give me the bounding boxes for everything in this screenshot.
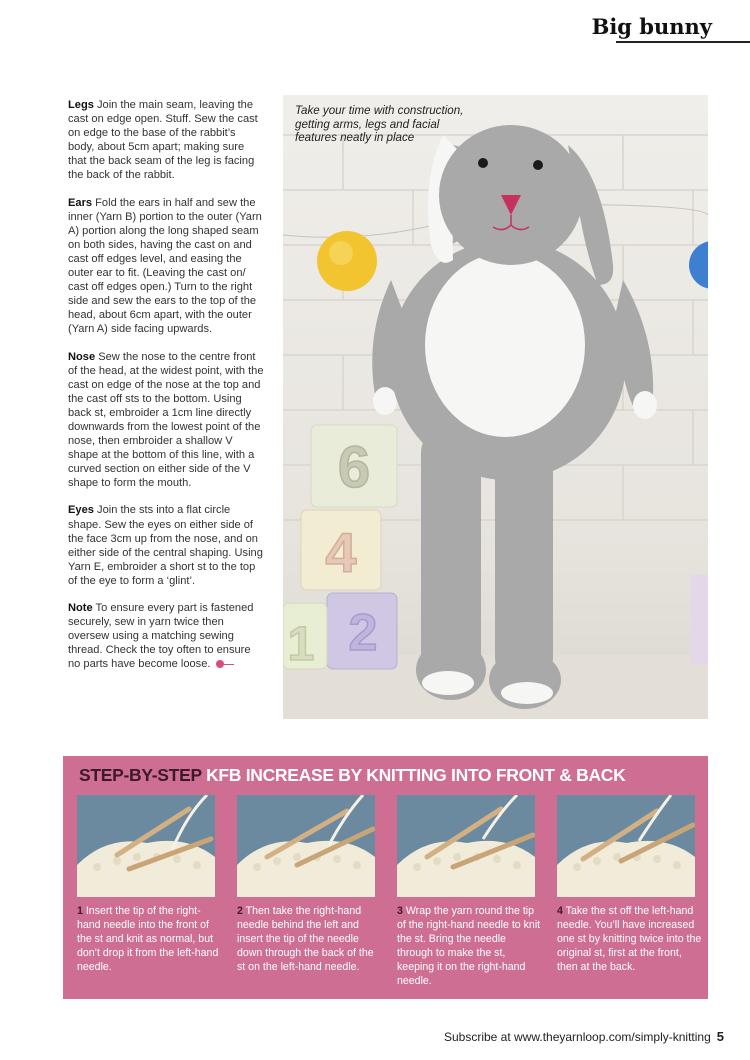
block-number: 2 <box>348 604 378 662</box>
step-by-step-box <box>63 756 708 999</box>
instruction-legs <box>68 98 264 183</box>
step-description: Insert the tip of the right-hand needle into the front of the st and knit as normal, but don’t drop it from the left-hand needle. <box>77 905 219 973</box>
end-mark-line <box>224 664 234 665</box>
instruction-heading: Ears <box>68 196 93 209</box>
step-4-text <box>557 905 702 975</box>
instruction-nose <box>68 350 264 491</box>
instruction-text: Join the main seam, leaving the cast on edge open. Stuff. Sew the cast on edge to the base of the rabbit’s body, about 5cm apart; making sure that the back seam of the leg is facing the back of the rabbit. <box>68 99 258 182</box>
step-2-text <box>237 905 382 975</box>
step-3-photo <box>397 795 535 897</box>
photo-caption: Take your time with construction, getting arms, legs and facial features neatly in place <box>295 104 464 144</box>
bunny-illustration <box>283 95 708 719</box>
instruction-heading: Note <box>68 602 93 614</box>
step-by-step-title-lead: STEP-BY-STEP <box>79 765 202 785</box>
step-1-photo <box>77 795 215 897</box>
block-number: 1 <box>287 618 315 671</box>
step-description: Take the st off the left-hand needle. You’ll have increased one st by knitting twice into the original st, first at the front, then at the back. <box>557 905 702 973</box>
page-footer <box>444 1029 724 1044</box>
step-number: 2 <box>237 905 243 917</box>
step-description: Then take the right-hand needle behind the left and insert the tip of the needle down through the back of the st on the left-hand needle. <box>237 905 374 973</box>
instruction-ears <box>68 196 264 337</box>
instruction-text: Sew the nose to the centre front of the head, at the widest point, with the cast on edge of the nose at the top and the cast off sts to the bottom. Using back st, embroider a 1cm line directly downwards from the lowest point of the nose, then embroider a shallow V shape at the bottom of this line, with a curved section on either side of the V shape to form the mouth. <box>68 350 264 490</box>
instruction-text: Join the sts into a flat circle shape. Sew the eyes on either side of the face 3cm up from the nose, and on either side of the central shaping. Using Yarn E, embroider a short st to the top of the eye to form a ‘glint’. <box>68 504 263 587</box>
step-3-text <box>397 905 542 988</box>
instructions-column <box>68 98 264 684</box>
instruction-note <box>68 601 264 671</box>
subscribe-link[interactable]: Subscribe at www.theyarnloop.com/simply-knitting <box>443 1030 711 1044</box>
step-number: 4 <box>557 905 563 917</box>
step-4-photo <box>557 795 695 897</box>
bunny <box>372 125 657 709</box>
end-mark-icon <box>216 660 224 668</box>
instruction-text: To ensure every part is fastened securely, sew in yarn twice then oversew using a matching sewing thread. Check the toy often to ensure no parts have become loose. <box>68 602 254 671</box>
blue-ball-light <box>689 241 708 289</box>
step-by-step-title <box>79 765 625 786</box>
instruction-eyes <box>68 503 264 588</box>
block-number: 4 <box>325 521 357 584</box>
step-1-text <box>77 905 222 975</box>
step-by-step-title-rest: KFB INCREASE BY KNITTING INTO FRONT & BACK <box>206 765 626 785</box>
step-number: 3 <box>397 905 403 917</box>
step-2-photo <box>237 795 375 897</box>
header-rule <box>616 41 750 43</box>
instruction-heading: Eyes <box>68 504 94 517</box>
bunny-photo <box>283 95 708 719</box>
instruction-text: Fold the ears in half and sew the inner (Yarn B) portion to the outer (Yarn A) portion along the long shaped seam on both sides, having the cast on and cast off edges level, and easing the outer ear to fit. (Leaving the cast on/ cast off edges open.) Turn to the right side and sew the ears to the top of the head, about 6cm apart, with the outer (Yarn A) side facing upwards. <box>68 196 262 336</box>
page-title: Big bunny <box>591 14 712 39</box>
step-description: Wrap the yarn round the tip of the right-hand needle to knit the st. Bring the needle through to make the st, keeping it on the right-hand needle. <box>397 905 541 987</box>
block-number: 6 <box>337 435 371 500</box>
instruction-heading: Legs <box>68 99 94 111</box>
page-number: 5 <box>716 1029 724 1044</box>
step-number: 1 <box>77 905 83 917</box>
instruction-heading: Nose <box>68 350 96 363</box>
